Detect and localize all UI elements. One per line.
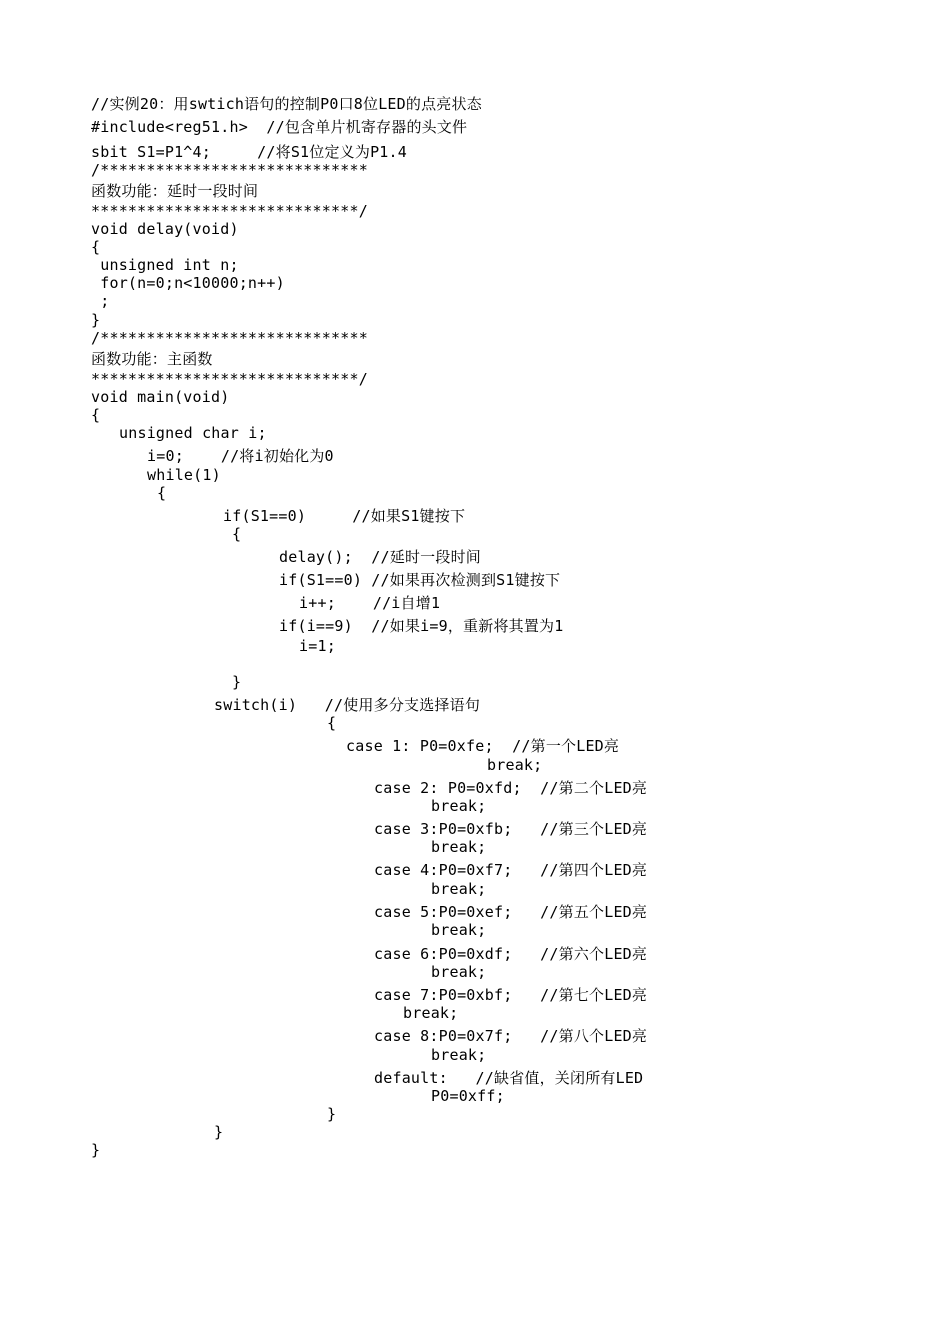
code-line: i=0; //将i初始化为0 xyxy=(147,447,334,465)
code-line: 函数功能：主函数 xyxy=(91,350,213,368)
code-line: *****************************/ xyxy=(91,370,368,388)
code-line: } xyxy=(91,311,101,329)
code-line: void delay(void) xyxy=(91,220,239,238)
code-line: //实例20：用swtich语句的控制P0口8位LED的点亮状态 xyxy=(91,95,482,113)
code-line: { xyxy=(327,714,337,732)
code-line: while(1) xyxy=(147,466,221,484)
code-line: break; xyxy=(431,838,487,856)
code-line: sbit S1=P1^4; //将S1位定义为P1.4 xyxy=(91,143,408,161)
code-line: case 4:P0=0xf7; //第四个LED亮 xyxy=(374,861,648,879)
code-line: void main(void) xyxy=(91,388,230,406)
code-line: 函数功能：延时一段时间 xyxy=(91,182,259,200)
code-line: { xyxy=(91,238,101,256)
code-line: default: //缺省值，关闭所有LED xyxy=(374,1069,644,1087)
code-line: } xyxy=(232,673,242,691)
code-line: i=1; xyxy=(299,637,336,655)
code-line: } xyxy=(327,1105,337,1123)
code-line: case 2: P0=0xfd; //第二个LED亮 xyxy=(374,779,648,797)
code-line: P0=0xff; xyxy=(431,1087,505,1105)
code-line: i++; //i自增1 xyxy=(299,594,441,612)
code-line: } xyxy=(214,1123,224,1141)
code-line: { xyxy=(91,406,101,424)
code-line: delay(); //延时一段时间 xyxy=(279,548,481,566)
code-line: break; xyxy=(431,880,487,898)
code-line: { xyxy=(157,484,167,502)
code-line: if(S1==0) //如果S1键按下 xyxy=(223,507,466,525)
code-line: { xyxy=(232,525,242,543)
code-line: case 3:P0=0xfb; //第三个LED亮 xyxy=(374,820,648,838)
code-line: case 6:P0=0xdf; //第六个LED亮 xyxy=(374,945,648,963)
code-line: } xyxy=(91,1141,101,1159)
code-line: unsigned char i; xyxy=(119,424,267,442)
code-line: break; xyxy=(487,756,543,774)
code-line: case 8:P0=0x7f; //第八个LED亮 xyxy=(374,1027,648,1045)
code-line: #include<reg51.h> //包含单片机寄存器的头文件 xyxy=(91,118,468,136)
code-line: break; xyxy=(431,1046,487,1064)
code-line: /***************************** xyxy=(91,329,368,347)
code-line: case 5:P0=0xef; //第五个LED亮 xyxy=(374,903,648,921)
code-line: break; xyxy=(431,921,487,939)
code-line: /***************************** xyxy=(91,161,368,179)
code-line: break; xyxy=(403,1004,459,1022)
code-line: *****************************/ xyxy=(91,202,368,220)
code-line: unsigned int n; xyxy=(91,256,239,274)
code-line: case 7:P0=0xbf; //第七个LED亮 xyxy=(374,986,648,1004)
code-line: break; xyxy=(431,797,487,815)
code-line: if(S1==0) //如果再次检测到S1键按下 xyxy=(279,571,561,589)
code-line: if(i==9) //如果i=9，重新将其置为1 xyxy=(279,617,564,635)
code-line: ; xyxy=(91,292,110,310)
code-line: break; xyxy=(431,963,487,981)
code-line: for(n=0;n<10000;n++) xyxy=(91,274,285,292)
code-line: case 1: P0=0xfe; //第一个LED亮 xyxy=(346,737,620,755)
code-line: switch(i) //使用多分支选择语句 xyxy=(214,696,481,714)
